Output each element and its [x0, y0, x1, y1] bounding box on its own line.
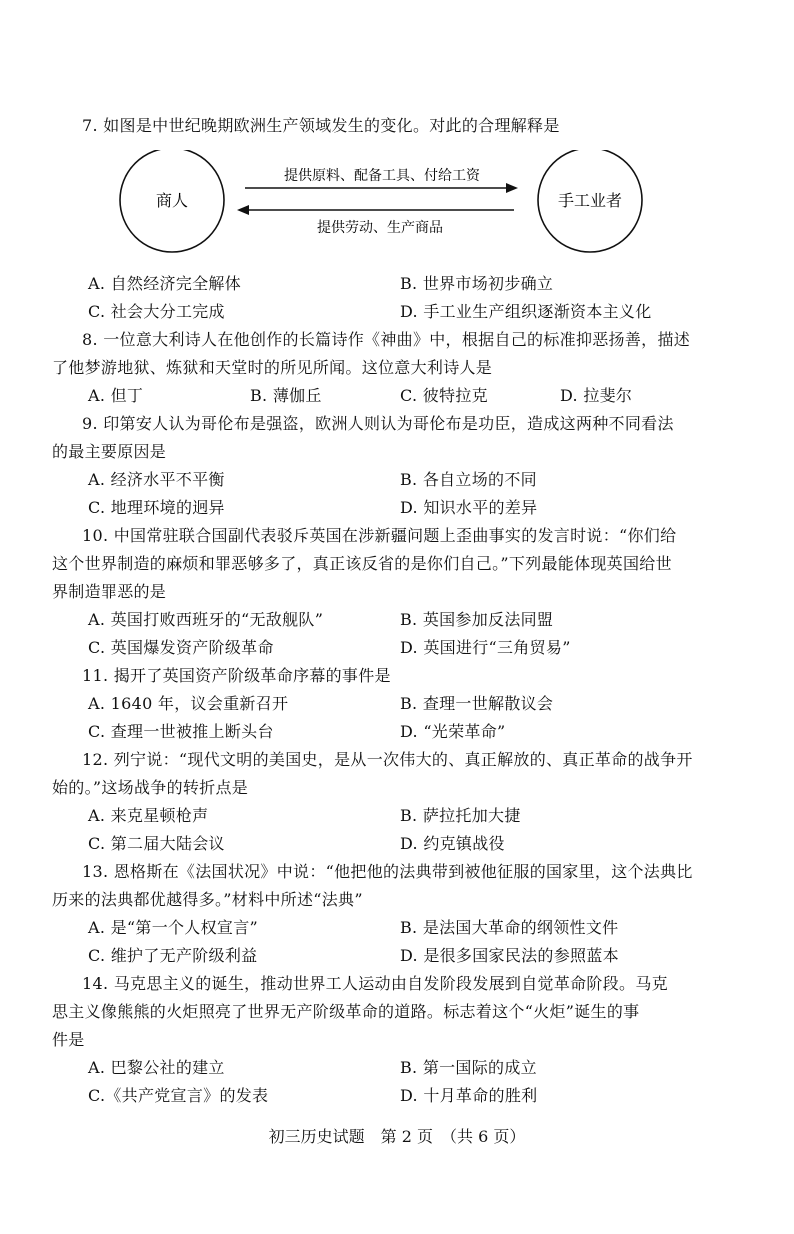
q11-option-a[interactable]: A. 1640 年，议会重新召开: [88, 694, 289, 713]
merchant-label: 商人: [155, 191, 189, 210]
q10-option-a[interactable]: A. 英国打败西班牙的“无敌舰队”: [88, 610, 324, 629]
q12-option-d[interactable]: D. 约克镇战役: [400, 834, 505, 853]
q7-diagram: [110, 150, 650, 260]
q12-option-c[interactable]: C. 第二届大陆会议: [88, 834, 225, 853]
q7-option-c[interactable]: C. 社会大分工完成: [88, 302, 225, 321]
bottom-arrow-head: [237, 205, 249, 215]
q8-option-b[interactable]: B. 薄伽丘: [250, 386, 322, 405]
q10-stem-line1: 10. 中国常驻联合国副代表驳斥英国在涉新疆问题上歪曲事实的发言时说：“你们给: [82, 526, 677, 545]
bottom-arrow-label: 提供劳动、生产商品: [317, 220, 443, 236]
q9-option-b[interactable]: B. 各自立场的不同: [400, 470, 537, 489]
q13-option-c[interactable]: C. 维护了无产阶级利益: [88, 946, 258, 965]
q14-option-d[interactable]: D. 十月革命的胜利: [400, 1086, 538, 1105]
q14-stem-line2: 思主义像熊熊的火炬照亮了世界无产阶级革命的道路。标志着这个“火炬”诞生的事: [52, 1002, 640, 1021]
q9-option-a[interactable]: A. 经济水平不平衡: [88, 470, 225, 489]
q14-stem-line3: 件是: [52, 1030, 85, 1049]
q9-option-d[interactable]: D. 知识水平的差异: [400, 498, 538, 517]
q7-stem: 7. 如图是中世纪晚期欧洲生产领域发生的变化。对此的合理解释是: [82, 116, 560, 135]
q14-option-a[interactable]: A. 巴黎公社的建立: [88, 1058, 225, 1077]
q10-option-b[interactable]: B. 英国参加反法同盟: [400, 610, 554, 629]
top-arrow-label: 提供原料、配备工具、付给工资: [284, 168, 480, 184]
q8-stem-line1: 8. 一位意大利诗人在他创作的长篇诗作《神曲》中，根据自己的标准抑恶扬善，描述: [82, 330, 691, 349]
q12-option-b[interactable]: B. 萨拉托加大捷: [400, 806, 521, 825]
q10-option-c[interactable]: C. 英国爆发资产阶级革命: [88, 638, 274, 657]
top-arrow-head: [506, 183, 518, 193]
q12-option-a[interactable]: A. 来克星顿枪声: [88, 806, 209, 825]
q12-stem-line2: 始的。”这场战争的转折点是: [52, 778, 249, 797]
q11-option-d[interactable]: D. “光荣革命”: [400, 722, 506, 741]
q7-option-b[interactable]: B. 世界市场初步确立: [400, 274, 554, 293]
q11-option-b[interactable]: B. 查理一世解散议会: [400, 694, 554, 713]
q8-option-a[interactable]: A. 但丁: [88, 386, 144, 405]
q13-stem-line1: 13. 恩格斯在《法国状况》中说：“他把他的法典带到被他征服的国家里，这个法典比: [82, 862, 693, 881]
q13-option-a[interactable]: A. 是“第一个人权宣言”: [88, 918, 258, 937]
q14-option-c[interactable]: C.《共产党宣言》的发表: [88, 1086, 269, 1105]
q7-option-d[interactable]: D. 手工业生产组织逐渐资本主义化: [400, 302, 652, 321]
q8-stem-line2: 了他梦游地狱、炼狱和天堂时的所见所闻。这位意大利诗人是: [52, 358, 493, 377]
q8-option-c[interactable]: C. 彼特拉克: [400, 386, 488, 405]
artisan-label: 手工业者: [557, 191, 623, 210]
q13-option-d[interactable]: D. 是很多国家民法的参照蓝本: [400, 946, 619, 965]
q7-option-a[interactable]: A. 自然经济完全解体: [88, 274, 242, 293]
q14-stem-line1: 14. 马克思主义的诞生，推动世界工人运动由自发阶段发展到自觉革命阶段。马克: [82, 974, 668, 993]
q10-option-d[interactable]: D. 英国进行“三角贸易”: [400, 638, 571, 657]
q9-option-c[interactable]: C. 地理环境的迥异: [88, 498, 225, 517]
q9-stem-line2: 的最主要原因是: [52, 442, 167, 461]
q10-stem-line3: 界制造罪恶的是: [52, 582, 167, 601]
q8-option-d[interactable]: D. 拉斐尔: [560, 386, 633, 405]
q13-stem-line2: 历来的法典都优越得多。”材料中所述“法典”: [52, 890, 363, 909]
q14-option-b[interactable]: B. 第一国际的成立: [400, 1058, 537, 1077]
q13-option-b[interactable]: B. 是法国大革命的纲领性文件: [400, 918, 619, 937]
q10-stem-line2: 这个世界制造的麻烦和罪恶够多了，真正该反省的是你们自己。”下列最能体现英国给世: [52, 554, 672, 573]
q11-stem: 11. 揭开了英国资产阶级革命序幕的事件是: [82, 666, 391, 685]
q9-stem-line1: 9. 印第安人认为哥伦布是强盗，欧洲人则认为哥伦布是功臣，造成这两种不同看法: [82, 414, 674, 433]
q11-option-c[interactable]: C. 查理一世被推上断头台: [88, 722, 274, 741]
page-footer: 初三历史试题 第 2 页 （共 6 页）: [268, 1127, 526, 1146]
q12-stem-line1: 12. 列宁说：“现代文明的美国史，是从一次伟大的、真正解放的、真正革命的战争开: [82, 750, 693, 769]
